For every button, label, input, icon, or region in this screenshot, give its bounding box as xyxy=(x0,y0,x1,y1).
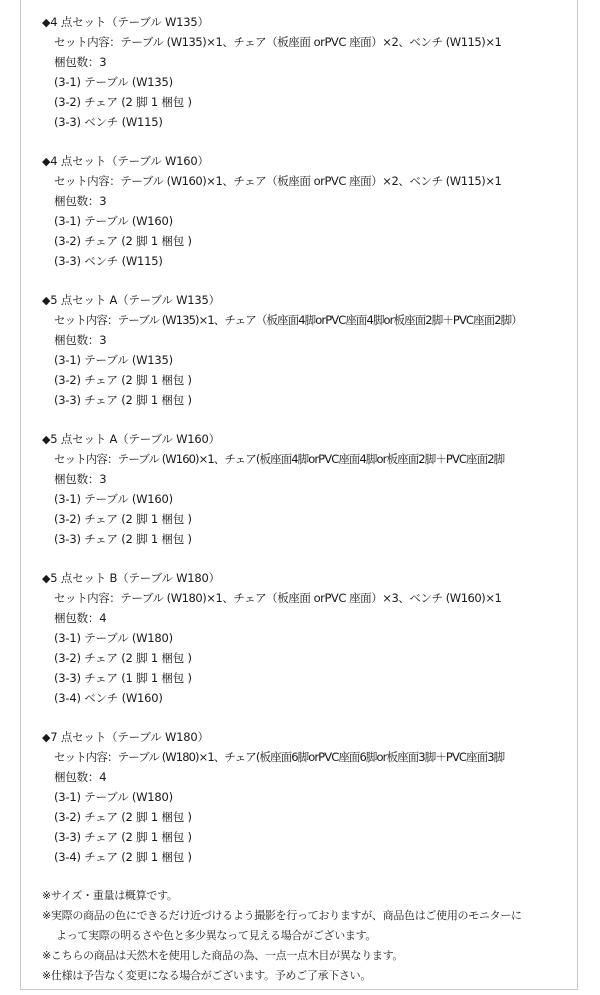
package-item: (3-4) ベンチ (W160) xyxy=(54,691,163,705)
set-title-text: 5 点セット A（テーブル W160） xyxy=(50,432,220,446)
diamond-bullet-icon: ◆ xyxy=(42,731,51,744)
package-item: (3-3) チェア (1 脚 1 梱包 ) xyxy=(54,671,192,685)
diamond-bullet-icon: ◆ xyxy=(42,572,51,585)
package-count: 梱包数：4 xyxy=(54,611,107,625)
package-item: (3-4) チェア (2 脚 1 梱包 ) xyxy=(54,850,192,864)
product-set-list xyxy=(42,12,572,986)
package-item: (3-1) テーブル (W180) xyxy=(54,631,173,645)
diamond-bullet-icon: ◆ xyxy=(42,155,51,168)
set-block xyxy=(42,12,572,132)
set-title xyxy=(42,727,572,747)
package-count: 梱包数：4 xyxy=(54,770,107,784)
package-item: (3-1) テーブル (W180) xyxy=(54,790,173,804)
note-natural-wood: ※こちらの商品は天然木を使用した商品の為、一点一点木目が異なります。 xyxy=(42,949,404,962)
package-item: (3-3) チェア (2 脚 1 梱包 ) xyxy=(54,393,192,407)
package-item: (3-1) テーブル (W135) xyxy=(54,75,173,89)
diamond-bullet-icon: ◆ xyxy=(42,433,51,446)
package-count: 梱包数：3 xyxy=(54,194,107,208)
package-item: (3-2) チェア (2 脚 1 梱包 ) xyxy=(54,373,192,387)
package-item: (3-3) ベンチ (W115) xyxy=(54,254,163,268)
package-item: (3-3) チェア (2 脚 1 梱包 ) xyxy=(54,532,192,546)
set-block xyxy=(42,568,572,708)
package-count: 梱包数：3 xyxy=(54,55,107,69)
package-count: 梱包数：3 xyxy=(54,472,107,486)
set-title xyxy=(42,568,572,588)
package-item: (3-2) チェア (2 脚 1 梱包 ) xyxy=(54,512,192,526)
package-item: (3-3) チェア (2 脚 1 梱包 ) xyxy=(54,830,192,844)
package-item: (3-1) テーブル (W160) xyxy=(54,214,173,228)
set-title xyxy=(42,151,572,171)
set-contents: セット内容：テーブル (W180)×1、チェア（板座面 orPVC 座面）×3、ベンチ (W160)×1 xyxy=(54,591,502,605)
set-contents: セット内容：テーブル (W135)×1、チェア（板座面 orPVC 座面）×2、ベンチ (W115)×1 xyxy=(54,35,502,49)
package-item: (3-2) チェア (2 脚 1 梱包 ) xyxy=(54,651,192,665)
package-item: (3-2) チェア (2 脚 1 梱包 ) xyxy=(54,810,192,824)
set-title xyxy=(42,290,572,310)
set-block xyxy=(42,151,572,271)
set-title-text: 5 点セット A（テーブル W135） xyxy=(50,293,220,307)
set-title-text: 5 点セット B（テーブル W180） xyxy=(50,571,220,585)
set-contents: セット内容：テーブル (W135)×1、チェア（板座面4脚orPVC座面4脚or板座面2脚＋PVC座面2脚） xyxy=(54,313,522,327)
diamond-bullet-icon: ◆ xyxy=(42,16,51,29)
package-item: (3-3) ベンチ (W115) xyxy=(54,115,163,129)
set-contents: セット内容：テーブル (W160)×1、チェア(板座面4脚orPVC座面4脚or板座面2脚＋PVC座面2脚 xyxy=(54,452,505,466)
set-title-text: 4 点セット（テーブル W160） xyxy=(50,154,209,168)
package-count: 梱包数：3 xyxy=(54,333,107,347)
set-title xyxy=(42,12,572,32)
package-item: (3-2) チェア (2 脚 1 梱包 ) xyxy=(54,95,192,109)
note-color-disclaimer-cont: よって実際の明るさや色と多少異なって見える場合がございます。 xyxy=(56,929,377,942)
package-item: (3-1) テーブル (W160) xyxy=(54,492,173,506)
note-color-disclaimer: ※実際の商品の色にできるだけ近づけるよう撮影を行っておりますが、商品色はご使用のモニターに xyxy=(42,909,522,922)
package-item: (3-2) チェア (2 脚 1 梱包 ) xyxy=(54,234,192,248)
set-contents: セット内容：テーブル (W160)×1、チェア（板座面 orPVC 座面）×2、ベンチ (W115)×1 xyxy=(54,174,502,188)
package-item: (3-1) テーブル (W135) xyxy=(54,353,173,367)
sets-container xyxy=(42,12,572,867)
set-contents: セット内容：テーブル (W180)×1、チェア(板座面6脚orPVC座面6脚or板座面3脚＋PVC座面3脚 xyxy=(54,750,505,764)
set-title-text: 7 点セット（テーブル W180） xyxy=(50,730,209,744)
note-approximate-size: ※サイズ・重量は概算です。 xyxy=(42,889,178,902)
diamond-bullet-icon: ◆ xyxy=(42,294,51,307)
notes-section xyxy=(42,886,572,986)
set-title-text: 4 点セット（テーブル W135） xyxy=(50,15,209,29)
set-block xyxy=(42,290,572,410)
set-block xyxy=(42,429,572,549)
set-title xyxy=(42,429,572,449)
set-block xyxy=(42,727,572,867)
note-spec-change: ※仕様は予告なく変更になる場合がございます。予めご了承下さい。 xyxy=(42,969,372,982)
